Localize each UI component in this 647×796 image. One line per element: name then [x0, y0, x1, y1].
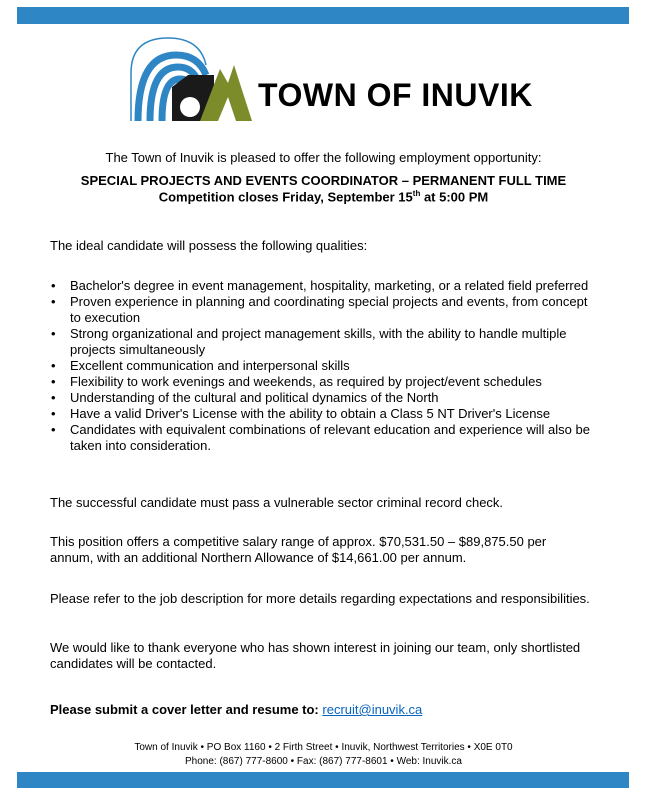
- town-logo: [128, 35, 533, 123]
- closes-suffix: at 5:00 PM: [420, 189, 489, 205]
- list-item: • Excellent communication and interpersonal skills: [50, 358, 590, 374]
- job-title: SPECIAL PROJECTS AND EVENTS COORDINATOR – PERMANENT FULL TIME: [80, 173, 567, 188]
- logo-wordmark: TOWN OF INUVIK: [258, 77, 533, 113]
- recruit-email-link[interactable]: recruit@inuvik.ca: [322, 702, 423, 717]
- salary-text: This position offers a competitive salary range of approx. $70,531.50 – $89,875.50 per annum, with an additional Northern Allowance of $14,661.00 per annum.: [50, 534, 547, 565]
- footer-contact: Phone: (867) 777-8600 • Fax: (867) 777-8601 • Web: Inuvik.ca: [185, 756, 462, 767]
- closes-prefix: Competition closes Friday, September 15: [158, 189, 413, 205]
- criminal-check-text: The successful candidate must pass a vulnerable sector criminal record check.: [50, 495, 504, 510]
- thanks-text: We would like to thank everyone who has shown interest in joining our team, only shortlisted candidates will be contacted.: [50, 640, 581, 671]
- list-item: • Proven experience in planning and coordinating special projects and events, from concept to execution: [50, 294, 590, 326]
- footer-address: Town of Inuvik • PO Box 1160 • 2 Firth Street • Inuvik, Northwest Territories • X0E 0T0: [134, 742, 513, 753]
- bottom-banner-bar: [17, 772, 629, 788]
- inuvik-logo-icon: [128, 35, 253, 123]
- submit-instructions: [50, 702, 590, 718]
- top-banner-bar: [17, 7, 629, 24]
- intro-text: The Town of Inuvik is pleased to offer the following employment opportunity:: [105, 150, 542, 165]
- closes-superscript: th: [412, 189, 421, 198]
- list-item: • Have a valid Driver's License with the ability to obtain a Class 5 NT Driver's License: [50, 406, 590, 422]
- submit-label: Please submit a cover letter and resume to:: [50, 702, 323, 717]
- qualities-intro: The ideal candidate will possess the following qualities:: [50, 238, 368, 253]
- list-item: • Understanding of the cultural and political dynamics of the North: [50, 390, 590, 406]
- qualities-list: [50, 278, 590, 454]
- refer-text: Please refer to the job description for more details regarding expectations and responsibilities.: [50, 591, 590, 606]
- list-item: • Flexibility to work evenings and weekends, as required by project/event schedules: [50, 374, 590, 390]
- list-item: • Candidates with equivalent combinations of relevant education and experience will also be taken into consideration.: [50, 422, 590, 454]
- competition-closes: [0, 189, 647, 204]
- list-item: • Bachelor's degree in event management, hospitality, marketing, or a related field preferred: [50, 278, 590, 294]
- list-item: • Strong organizational and project management skills, with the ability to handle multiple projects simultaneously: [50, 326, 590, 358]
